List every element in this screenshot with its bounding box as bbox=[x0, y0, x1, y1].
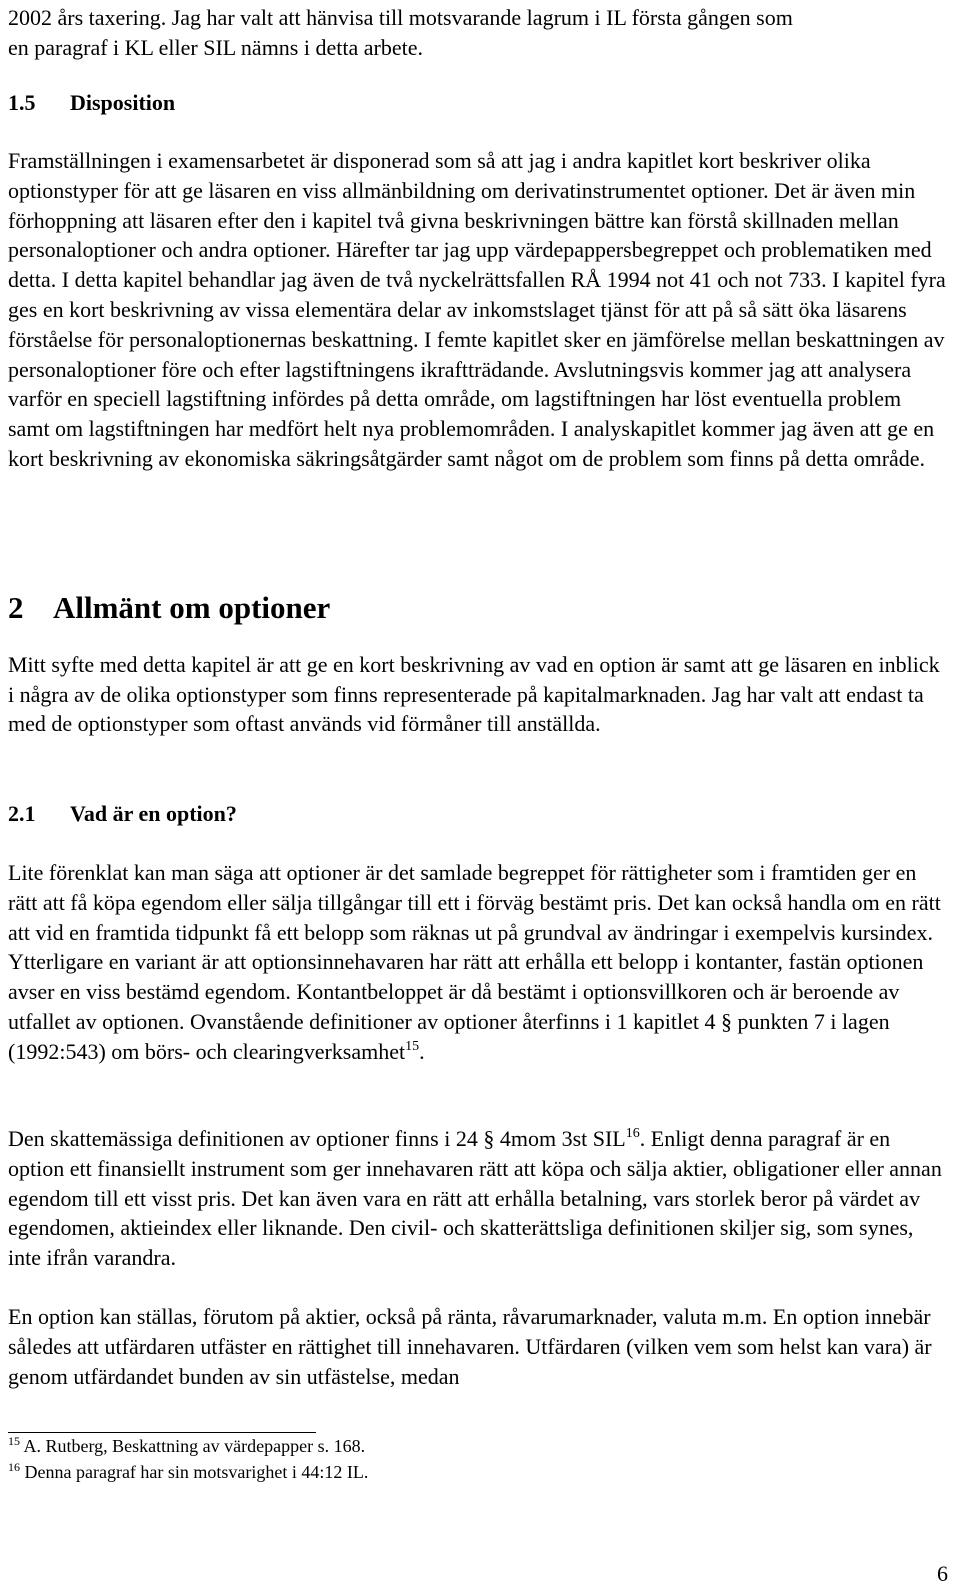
footnote-text: A. Rutberg, Beskattning av värdepapper s. 168. bbox=[23, 1436, 366, 1456]
section-title: Vad är en option? bbox=[70, 801, 237, 826]
page-number: 6 bbox=[937, 1561, 948, 1586]
footnote-number: 15 bbox=[8, 1434, 20, 1448]
option-definition-paragraph bbox=[8, 858, 948, 1067]
section-number: 1.5 bbox=[8, 90, 36, 115]
footnote-15 bbox=[8, 1433, 948, 1459]
footnote-text: Denna paragraf har sin motsvarighet i 44:12 IL. bbox=[24, 1462, 369, 1482]
intro-line-1: 2002 års taxering. Jag har valt att hänvisa till motsvarande lagrum i IL första gången som bbox=[8, 5, 793, 30]
paragraph-text-rest: . Enligt denna paragraf är en option ett finansiellt instrument som ger innehavaren rätt att köpa och sälja aktier, obligationer eller annan egendom till ett visst pris. Det kan även vara en rätt att erhålla betalning, vars storlek beror på värdet av egendomen, aktieindex eller liknande. Den civil- och skatterättsliga definitionen skiljer sig, som synes, inte ifrån varandra. bbox=[8, 1126, 942, 1271]
footnote-ref-16[interactable]: 16 bbox=[625, 1126, 640, 1141]
footnotes bbox=[8, 1433, 948, 1485]
section-heading-1-5 bbox=[8, 89, 948, 117]
paragraph-text: Lite förenklat kan man säga att optioner är det samlade begreppet för rättigheter som i framtiden ger en rätt att få köpa egendom eller sälja tillgångar till ett i förväg bestämt pris. Det kan också handla om en rätt att vid en framtida tidpunkt få ett belopp som räknas ut på grundval av ändringar i exempelvis kursindex. Ytterligare en variant är att optionsinnehavaren har rätt att erhålla ett belopp i kontanter, fastän optionen avser en viss bestämd egendom. Kontantbeloppet är då bestämt i optionsvillkoren och är beroende av utfallet av optionen. Ovanstående definitioner av optioner återfinns i 1 kapitlet 4 § punkten 7 i lagen (1992:543) om börs- och clearingverksamhet bbox=[8, 860, 941, 1064]
tax-definition-paragraph bbox=[8, 1124, 948, 1273]
disposition-paragraph: Framställningen i examensarbetet är disponerad som så att jag i andra kapitlet kort beskriver olika optionstyper för att ge läsaren en viss allmänbildning om derivatinstrumentet optioner. Det är även min förhoppning att läsaren efter den i kapitel två givna beskrivningen bättre kan förstå skillnaden mellan personaloptioner och andra optioner. Härefter tar jag upp värdepappersbegreppet och problematiken med detta. I detta kapitel behandlar jag även de två nyckelrättsfallen RÅ 1994 not 41 och not 733. I kapitel fyra ges en kort beskrivning av vissa elementära delar av inkomstslaget tjänst för att på så sätt öka läsarens förståelse för personaloptionernas beskattning. I femte kapitlet sker en jämförelse mellan beskattningen av personaloptioner före och efter lagstiftningens ikraftträdande. Avslutningsvis kommer jag att analysera varför en speciell lagstiftning infördes på detta område, om lagstiftningen har löst eventuella problem samt om lagstiftningen har medfört helt nya problemområden. I analyskapitlet kommer jag även att ge en kort beskrivning av ekonomiska säkringsåtgärder samt något om de problem som finns på detta område. bbox=[8, 148, 946, 471]
section-number: 2.1 bbox=[8, 801, 36, 826]
section-title: Disposition bbox=[70, 90, 176, 115]
chapter-2-intro-paragraph: Mitt syfte med detta kapitel är att ge en kort beskrivning av vad en option är samt att ge läsaren en inblick i några av de olika optionstyper som finns representerade på kapitalmarknaden. Jag har valt att endast ta med de optionstyper som oftast används vid förmåner till anställda. bbox=[8, 652, 940, 736]
footnote-ref-15[interactable]: 15 bbox=[405, 1038, 420, 1054]
section-heading-2-1 bbox=[8, 800, 948, 828]
footnote-16 bbox=[8, 1459, 948, 1485]
intro-paragraph bbox=[8, 3, 948, 63]
intro-line-2: en paragraf i KL eller SIL nämns i detta arbete. bbox=[8, 34, 423, 60]
paragraph-text-start: Den skattemässiga definitionen av optioner finns i 24 § 4mom 3st SIL bbox=[8, 1126, 626, 1151]
footnote-number: 16 bbox=[8, 1460, 20, 1474]
chapter-heading-2 bbox=[8, 590, 948, 626]
chapter-number: 2 bbox=[8, 590, 24, 625]
chapter-title: Allmänt om optioner bbox=[53, 590, 331, 625]
option-issuer-paragraph: En option kan ställas, förutom på aktier, också på ränta, råvarumarknader, valuta m.m. En option innebär således att utfärdaren utfäster en rättighet till innehavaren. Utfärdaren (vilken vem som helst kan vara) är genom utfärdandet bunden av sin utfästelse, medan bbox=[8, 1304, 932, 1389]
paragraph-end: . bbox=[419, 1038, 425, 1064]
